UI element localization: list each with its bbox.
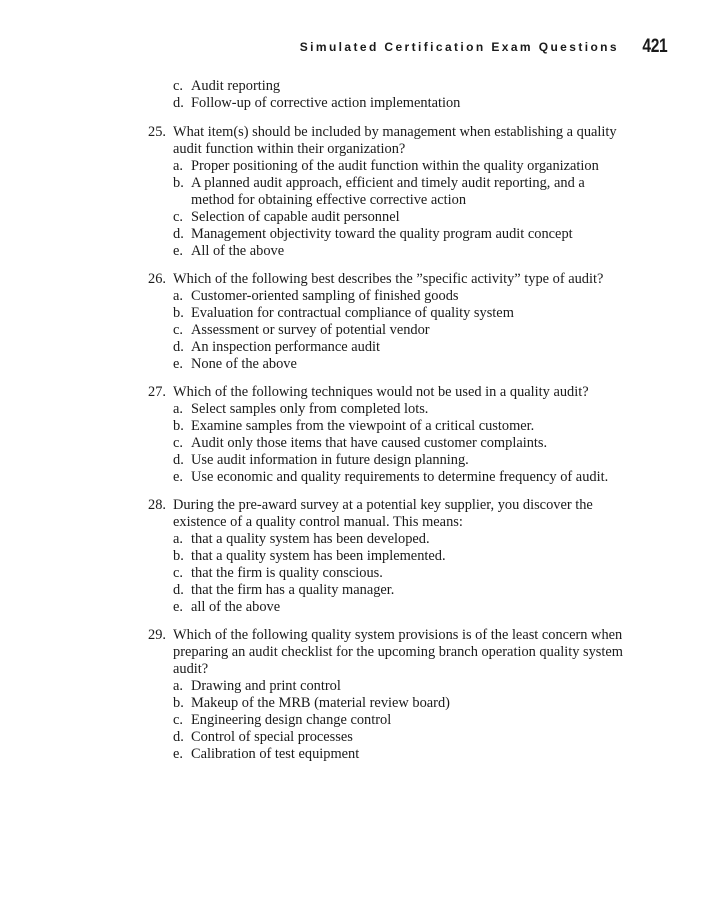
option-text: Assessment or survey of potential vendor	[191, 322, 430, 338]
option-label: a.	[173, 531, 183, 547]
option-label: d.	[173, 452, 184, 468]
page-number: 421	[642, 36, 667, 57]
question-text: What item(s) should be included by management when establishing a quality audit function within their organization?	[173, 124, 617, 157]
option-text: Makeup of the MRB (material review board)	[191, 695, 450, 711]
question-text: Which of the following quality system provisions is of the least concern when preparing an audit checklist for the upcoming branch operation quality system audit?	[173, 627, 623, 677]
option	[173, 548, 628, 565]
option	[173, 418, 628, 435]
option	[173, 322, 628, 339]
option	[173, 339, 628, 356]
option-label: a.	[173, 401, 183, 417]
question-26	[148, 271, 628, 373]
option-label: e.	[173, 746, 183, 762]
option-label: d.	[173, 729, 184, 745]
option-text: Calibration of test equipment	[191, 746, 360, 762]
question-stem	[148, 271, 628, 288]
option	[173, 531, 628, 548]
question-28	[148, 497, 628, 616]
option-text: None of the above	[191, 356, 297, 372]
page-header	[0, 36, 715, 60]
question-number: 28.	[148, 497, 166, 513]
option-text: Evaluation for contractual compliance of quality system	[191, 305, 514, 321]
option-label: c.	[173, 322, 183, 338]
option	[173, 678, 628, 695]
option-text: Proper positioning of the audit function within the quality organization	[191, 158, 599, 174]
option-text: that the firm has a quality manager.	[191, 582, 395, 598]
option-label: b.	[173, 418, 184, 434]
option	[173, 401, 628, 418]
option-text: that a quality system has been developed.	[191, 531, 430, 547]
page-body	[148, 78, 628, 774]
continued-options	[148, 78, 628, 112]
option-label: e.	[173, 356, 183, 372]
option-label: c.	[173, 712, 183, 728]
option	[173, 158, 628, 175]
question-text: During the pre-award survey at a potential key supplier, you discover the existence of a quality control manual. This means:	[173, 497, 593, 530]
question-number: 25.	[148, 124, 166, 140]
option-text: that the firm is quality conscious.	[191, 565, 383, 581]
option	[173, 565, 628, 582]
option-label: d.	[173, 582, 184, 598]
option	[173, 288, 628, 305]
option	[173, 746, 628, 763]
option	[173, 95, 628, 112]
option	[173, 695, 628, 712]
option-text: Audit only those items that have caused customer complaints.	[191, 435, 548, 451]
option-label: e.	[173, 599, 183, 615]
question-stem	[148, 627, 628, 678]
option-text: All of the above	[191, 243, 285, 259]
option	[173, 305, 628, 322]
question-29	[148, 627, 628, 763]
option-label: c.	[173, 78, 183, 94]
option-label: a.	[173, 288, 183, 304]
option-label: d.	[173, 226, 184, 242]
option	[173, 209, 628, 226]
question-number: 29.	[148, 627, 166, 643]
option	[173, 175, 628, 209]
option	[173, 729, 628, 746]
option	[173, 712, 628, 729]
option-label: d.	[173, 95, 184, 111]
option-text: Customer-oriented sampling of finished goods	[191, 288, 459, 304]
option	[173, 243, 628, 260]
question-text: Which of the following techniques would not be used in a quality audit?	[173, 384, 589, 400]
option-label: e.	[173, 243, 183, 259]
option-text: Drawing and print control	[191, 678, 341, 694]
question-stem	[148, 124, 628, 158]
option-text: Engineering design change control	[191, 712, 392, 728]
option-text: Use economic and quality requirements to determine frequency of audit.	[191, 469, 609, 485]
option	[173, 435, 628, 452]
question-text: Which of the following best describes the ”specific activity” type of audit?	[173, 271, 604, 287]
option-label: b.	[173, 695, 184, 711]
running-title: Simulated Certification Exam Questions	[299, 40, 619, 54]
option-text: all of the above	[191, 599, 281, 615]
question-27	[148, 384, 628, 486]
option-label: a.	[173, 158, 183, 174]
option-text: Audit reporting	[191, 78, 281, 94]
option	[173, 78, 628, 95]
option	[173, 599, 628, 616]
option-text: Follow-up of corrective action implementation	[191, 95, 461, 111]
option-text: Use audit information in future design planning.	[191, 452, 469, 468]
option-label: a.	[173, 678, 183, 694]
option-text: Selection of capable audit personnel	[191, 209, 400, 225]
option-text: that a quality system has been implemented.	[191, 548, 446, 564]
question-number: 27.	[148, 384, 166, 400]
option-text: An inspection performance audit	[191, 339, 381, 355]
option	[173, 226, 628, 243]
question-25	[148, 124, 628, 260]
option-label: c.	[173, 565, 183, 581]
question-stem	[148, 497, 628, 531]
option	[173, 469, 628, 486]
option-label: c.	[173, 209, 183, 225]
question-stem	[148, 384, 628, 401]
option-label: b.	[173, 175, 184, 191]
option-text: Management objectivity toward the quality program audit concept	[191, 226, 573, 242]
option-text: Select samples only from completed lots.	[191, 401, 429, 417]
option-text: Examine samples from the viewpoint of a critical customer.	[191, 418, 535, 434]
option-label: b.	[173, 305, 184, 321]
option	[173, 452, 628, 469]
option-label: c.	[173, 435, 183, 451]
option	[173, 582, 628, 599]
option-label: e.	[173, 469, 183, 485]
option-label: b.	[173, 548, 184, 564]
option	[173, 356, 628, 373]
option-text: A planned audit approach, efficient and timely audit reporting, and a method for obtaining effective corrective action	[191, 175, 585, 208]
option-text: Control of special processes	[191, 729, 353, 745]
option-label: d.	[173, 339, 184, 355]
question-number: 26.	[148, 271, 166, 287]
